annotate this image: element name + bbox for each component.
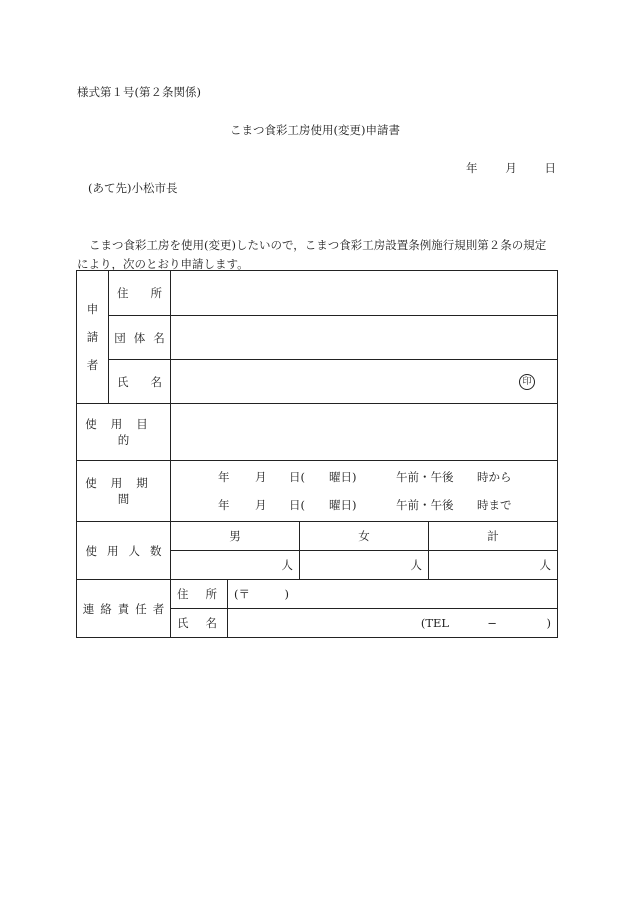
form-title: こまつ食彩工房使用(変更)申請書 bbox=[230, 123, 400, 137]
period-start-month: 月 bbox=[255, 470, 267, 484]
applicant-char-3: 者 bbox=[86, 358, 99, 372]
seal-icon: 印 bbox=[519, 374, 535, 390]
female-unit: 人 bbox=[410, 558, 422, 572]
period-end-day: 日( bbox=[289, 498, 305, 512]
period-end-ampm: 午前・午後 bbox=[396, 498, 454, 512]
period-field[interactable] bbox=[171, 461, 558, 522]
form-number: 様式第１号(第２条関係) bbox=[77, 85, 201, 99]
male-count-field[interactable] bbox=[171, 551, 300, 580]
application-table bbox=[76, 270, 558, 638]
postal-code: (〒 ) bbox=[234, 587, 289, 601]
applicant-label bbox=[77, 271, 109, 404]
applicant-name-label: 氏 名 bbox=[109, 360, 171, 404]
female-count-field[interactable] bbox=[300, 551, 429, 580]
body-text: こまつ食彩工房を使用(変更)したいので，こまつ食彩工房設置条例施行規則第２条の規定により，次のとおり申請します。 bbox=[77, 238, 547, 271]
contact-label: 連絡責任者 bbox=[77, 580, 171, 638]
male-header: 男 bbox=[171, 522, 300, 551]
total-header: 計 bbox=[429, 522, 558, 551]
period-start-time: 時から bbox=[477, 470, 512, 484]
contact-name-field[interactable] bbox=[228, 609, 558, 638]
applicant-name-field[interactable] bbox=[171, 360, 558, 404]
applicant-name-row bbox=[77, 360, 558, 404]
contact-address-row bbox=[77, 580, 558, 609]
tel-number: (TEL − ) bbox=[420, 616, 551, 630]
contact-name-label: 氏 名 bbox=[171, 609, 228, 638]
contact-address-label: 住 所 bbox=[171, 580, 228, 609]
period-start-year: 年 bbox=[218, 470, 230, 484]
period-start-ampm: 午前・午後 bbox=[396, 470, 454, 484]
period-label: 使用期間 bbox=[77, 461, 171, 522]
period-row bbox=[77, 461, 558, 522]
female-header: 女 bbox=[300, 522, 429, 551]
applicant-group-row bbox=[77, 316, 558, 360]
purpose-label: 使用目的 bbox=[77, 404, 171, 461]
headcount-header-row bbox=[77, 522, 558, 551]
addressee: (あて先)小松市長 bbox=[88, 181, 178, 195]
headcount-label: 使用人数 bbox=[77, 522, 171, 580]
period-end-month: 月 bbox=[255, 498, 267, 512]
purpose-row bbox=[77, 404, 558, 461]
applicant-address-label: 住 所 bbox=[109, 271, 171, 316]
applicant-group-field[interactable] bbox=[171, 316, 558, 360]
total-count-field[interactable] bbox=[429, 551, 558, 580]
total-unit: 人 bbox=[539, 558, 551, 572]
applicant-address-row bbox=[77, 271, 558, 316]
applicant-address-field[interactable] bbox=[171, 271, 558, 316]
purpose-field[interactable] bbox=[171, 404, 558, 461]
date-line bbox=[466, 160, 556, 176]
period-end-time: 時まで bbox=[477, 498, 512, 512]
applicant-char-1: 申 bbox=[86, 302, 99, 316]
applicant-group-label: 団体名 bbox=[109, 316, 171, 360]
applicant-char-2: 請 bbox=[86, 330, 99, 344]
period-start-day: 日( bbox=[289, 470, 305, 484]
period-end-weekday: 曜日) bbox=[329, 498, 357, 512]
contact-address-field[interactable] bbox=[228, 580, 558, 609]
period-start-weekday: 曜日) bbox=[329, 470, 357, 484]
male-unit: 人 bbox=[281, 558, 293, 572]
date-year: 年 bbox=[466, 161, 478, 175]
date-day: 日 bbox=[544, 161, 556, 175]
period-end-year: 年 bbox=[218, 498, 230, 512]
date-month: 月 bbox=[505, 161, 517, 175]
